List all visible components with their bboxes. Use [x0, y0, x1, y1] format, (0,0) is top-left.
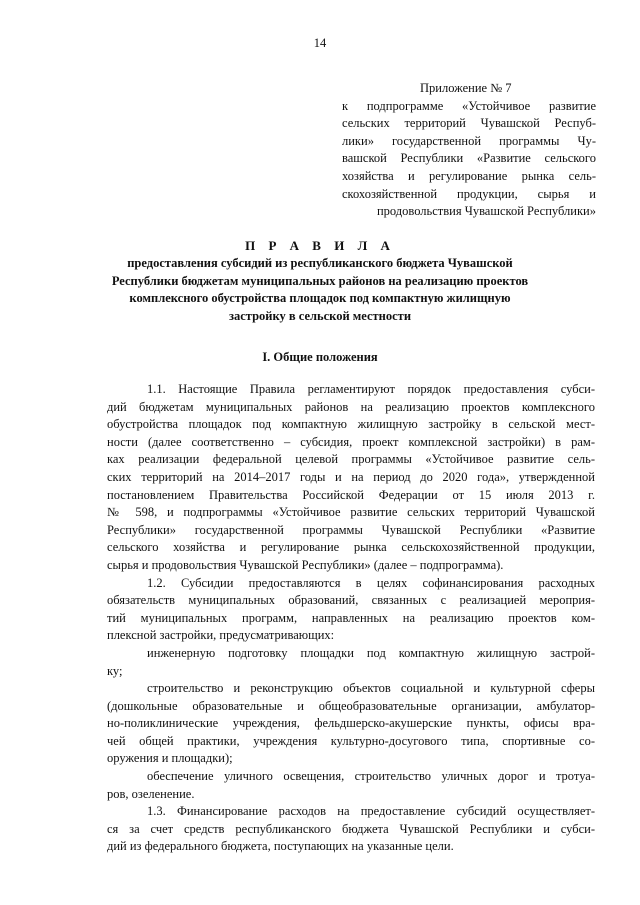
paragraph-line: 1.1. Настоящие Правила регламентируют порядок предоставления субси-: [147, 382, 595, 396]
page-number: 14: [313, 36, 327, 50]
paragraph-line: ров, озеленение.: [107, 786, 195, 801]
appendix-line: к подпрограмме «Устойчивое развитие: [342, 98, 596, 113]
appendix-block: [342, 80, 596, 221]
rules-subtitle-line: Республики бюджетам муниципальных районов на реализацию проектов: [111, 273, 529, 288]
paragraph-line: сельского хозяйства и регулирование рынка сельскохозяйственной продукции,: [107, 540, 595, 555]
paragraph-line: плексной застройки, предусматривающих:: [107, 628, 335, 643]
paragraph-line: 1.2. Субсидии предоставляются в целях софинансирования расходных: [147, 575, 595, 590]
section-heading: I. Общие положения: [262, 350, 378, 364]
paragraph-line: обязательств муниципальных образований, связанных с реализацией мероприя-: [107, 593, 595, 608]
rules-subtitle-line: комплексного обустройства площадок под компактную жилищную: [129, 291, 511, 305]
paragraph-line: чей общей практики, учреждения культурно-досугового типа, спортивные со-: [107, 733, 595, 748]
paragraph-line: (дошкольные образовательные и общеобразовательные организации, амбулатор-: [107, 698, 595, 713]
appendix-title: Приложение № 7: [420, 81, 512, 95]
rules-title: П Р А В И Л А: [245, 238, 395, 253]
paragraph-line: сырья и продовольствия Чувашской Республики» (далее – подпрограмма).: [107, 557, 504, 572]
rules-subtitle-line: застройку в сельской местности: [228, 308, 412, 323]
paragraph-line: дий из федерального бюджета, поступающих на указанные цели.: [107, 839, 454, 854]
appendix-line: лики» государственной программы Чу-: [342, 133, 596, 148]
paragraph-line: Республики» государственной программы Чувашской Республики «Развитие: [107, 522, 595, 537]
appendix-line: сельских территорий Чувашской Респуб-: [342, 116, 596, 131]
appendix-line: продовольствия Чувашской Республики»: [376, 204, 596, 219]
paragraph-line: дий бюджетам муниципальных районов на реализацию проектов комплексного: [107, 399, 595, 414]
paragraph-line: оружения и площадки);: [107, 751, 233, 766]
paragraph-line: ских территорий на 2014–2017 годы и на период до 2020 года», утвержденной: [107, 469, 595, 484]
paragraph-line: строительство и реконструкцию объектов социальной и культурной сферы: [147, 681, 595, 696]
paragraph-line: но-поликлинические учреждения, фельдшерско-акушерские пункты, офисы вра-: [107, 716, 595, 731]
paragraph-line: ках реализации федеральной целевой программы «Устойчивое развитие сель-: [107, 452, 595, 467]
appendix-line: хозяйства и регулирование рынка сель-: [342, 168, 596, 183]
paragraph-line: ку;: [107, 663, 123, 678]
appendix-line: скохозяйственной продукции, сырья и: [342, 186, 596, 201]
rules-subtitle-line: предоставления субсидий из республиканского бюджета Чувашской: [127, 256, 513, 270]
paragraph-line: 1.3. Финансирование расходов на предоставление субсидий осуществляет-: [147, 804, 595, 819]
section-body: [107, 381, 595, 856]
paragraph-line: обеспечение уличного освещения, строительство уличных дорог и тротуа-: [147, 769, 595, 784]
paragraph-line: ся за счет средств республиканского бюджета Чувашской Республики и субси-: [107, 821, 595, 836]
paragraph-line: тий муниципальных программ, направленных на реализацию проектов ком-: [107, 610, 595, 625]
rules-subtitle: [100, 255, 540, 325]
paragraph-line: постановлением Правительства Российской Федерации от 15 июля 2013 г.: [107, 487, 595, 502]
paragraph-line: ности (далее соответственно – субсидия, проект комплексной застройки) в рам-: [107, 434, 595, 449]
paragraph-line: обустройства площадок под компактную жилищную застройку в сельской мест-: [107, 417, 595, 432]
paragraph-line: № 598, и подпрограммы «Устойчивое развитие сельских территорий Чувашской: [107, 505, 595, 520]
paragraph-line: инженерную подготовку площадки под компактную жилищную застрой-: [147, 645, 595, 660]
appendix-line: вашской Республики «Развитие сельского: [342, 151, 596, 166]
